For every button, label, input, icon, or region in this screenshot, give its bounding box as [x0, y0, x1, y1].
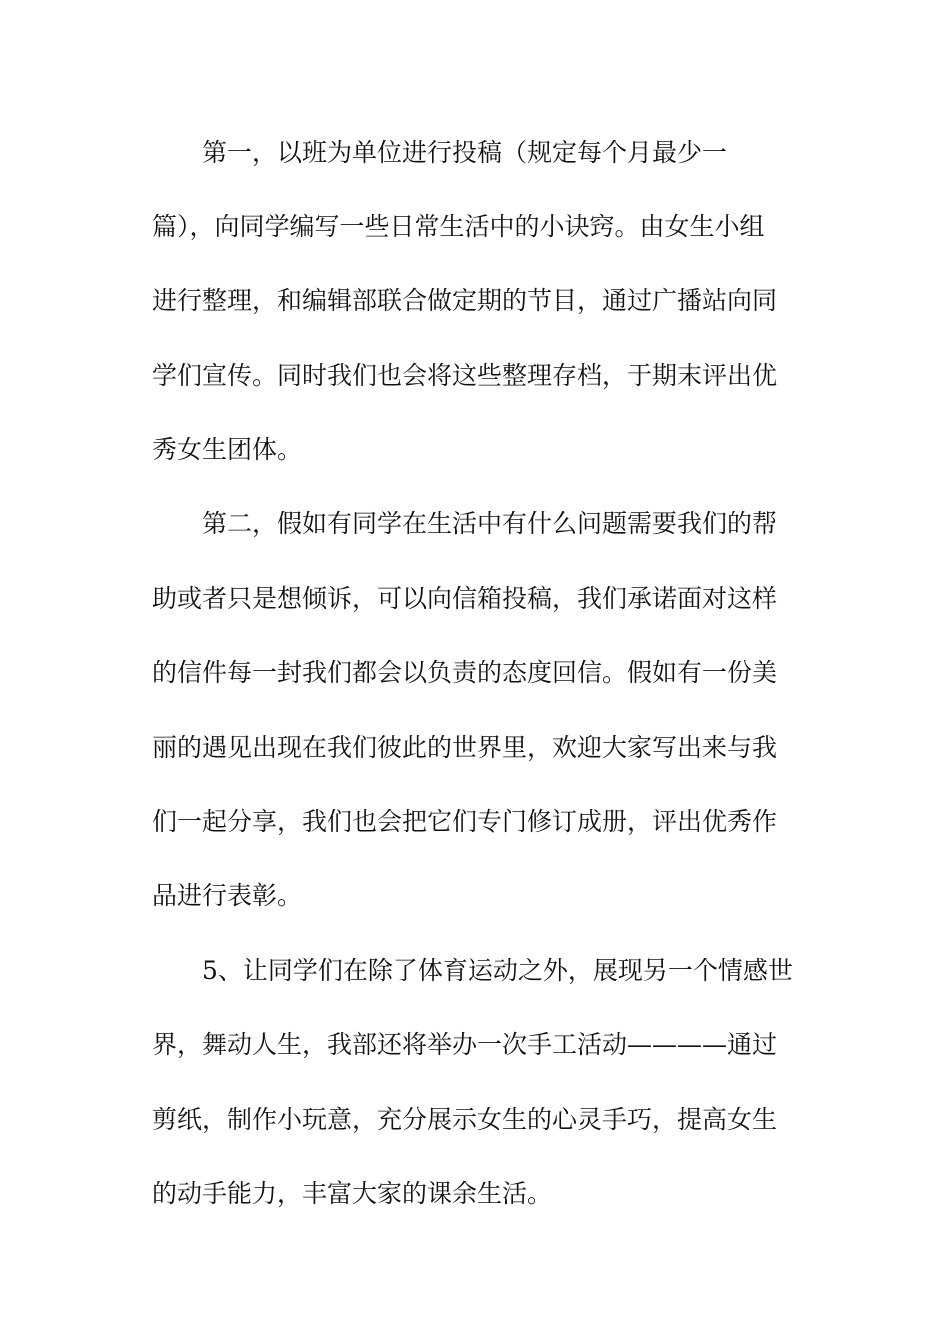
paragraph-2-line-2: 助或者只是想倾诉，可以向信箱投稿，我们承诺面对这样: [152, 584, 778, 613]
paragraph-2-line-3: 的信件每一封我们都会以负责的态度回信。假如有一份美: [152, 658, 778, 687]
paragraph-3-line-2: 界，舞动人生，我部还将举办一次手工活动————通过: [152, 1030, 778, 1059]
paragraph-3-line-1: 5、让同学们在除了体育运动之外，展现另一个情感世: [202, 956, 793, 985]
paragraph-1-line-1: 第一，以班为单位进行投稿（规定每个月最少一: [202, 138, 728, 167]
paragraph-1-line-5: 秀女生团体。: [152, 435, 303, 464]
paragraph-1-line-2: 篇），向同学编写一些日常生活中的小诀窍。由女生小组: [152, 212, 765, 241]
paragraph-1-line-3: 进行整理，和编辑部联合做定期的节目，通过广播站向同: [152, 286, 778, 315]
paragraph-1-line-4: 学们宣传。同时我们也会将这些整理存档，于期末评出优: [152, 361, 778, 390]
paragraph-2-line-5: 们一起分享，我们也会把它们专门修订成册，评出优秀作: [152, 807, 778, 836]
paragraph-2-line-1: 第二，假如有同学在生活中有什么问题需要我们的帮: [202, 509, 778, 538]
paragraph-2-line-6: 品进行表彰。: [152, 881, 303, 910]
paragraph-3-line-4: 的动手能力，丰富大家的课余生活。: [152, 1179, 553, 1208]
paragraph-3-line-3: 剪纸，制作小玩意，充分展示女生的心灵手巧，提高女生: [152, 1105, 778, 1134]
paragraph-2-line-4: 丽的遇见出现在我们彼此的世界里，欢迎大家写出来与我: [152, 733, 778, 762]
